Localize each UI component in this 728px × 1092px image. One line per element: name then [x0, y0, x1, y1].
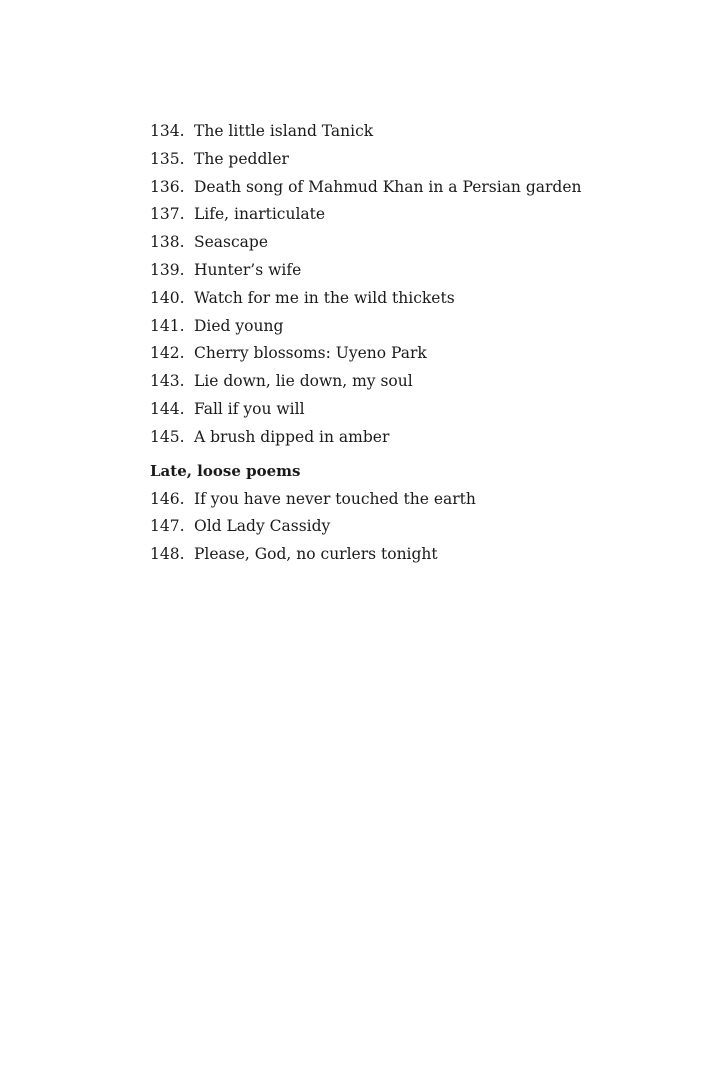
toc-entry [150, 118, 670, 146]
entry-number: 135. [150, 149, 185, 168]
entry-number: 137. [150, 205, 185, 224]
toc-entry [150, 257, 670, 285]
toc-entry [150, 201, 670, 229]
entry-title: Died young [194, 316, 284, 335]
entry-title: Hunter’s wife [194, 260, 302, 279]
table-of-contents [150, 118, 670, 569]
entry-number: 141. [150, 316, 185, 335]
entry-title: The peddler [194, 149, 289, 168]
entry-number: 138. [150, 233, 185, 252]
toc-entry [150, 340, 670, 368]
entry-number: 136. [150, 177, 185, 196]
toc-entry [150, 541, 670, 569]
entry-title: Watch for me in the wild thickets [194, 288, 455, 307]
entry-number: 134. [150, 122, 185, 140]
entry-title: If you have never touched the earth [194, 489, 476, 508]
entry-number: 139. [150, 260, 185, 279]
toc-list-group-2 [150, 486, 670, 569]
toc-entry [150, 424, 670, 452]
entry-number: 144. [150, 399, 185, 418]
toc-list-group-1 [150, 118, 670, 452]
entry-title: Life, inarticulate [194, 205, 326, 224]
entry-title: Fall if you will [194, 399, 305, 418]
toc-entry [150, 313, 670, 341]
toc-entry [150, 174, 670, 202]
entry-title: Old Lady Cassidy [194, 517, 331, 536]
section-heading: Late, loose poems [150, 461, 301, 480]
entry-title: Death song of Mahmud Khan in a Persian garden [194, 177, 582, 196]
toc-entry [150, 285, 670, 313]
entry-number: 140. [150, 288, 185, 307]
entry-title: Cherry blossoms: Uyeno Park [194, 344, 427, 363]
entry-number: 148. [150, 545, 185, 564]
toc-entry [150, 396, 670, 424]
toc-entry [150, 513, 670, 541]
entry-title: Seascape [194, 233, 269, 252]
entry-title: Please, God, no curlers tonight [194, 545, 438, 564]
entry-title: The little island Tanick [194, 122, 374, 140]
entry-title: A brush dipped in amber [194, 427, 390, 446]
entry-number: 146. [150, 489, 185, 508]
entry-number: 143. [150, 372, 185, 391]
entry-number: 145. [150, 427, 185, 446]
entry-number: 142. [150, 344, 185, 363]
toc-entry [150, 486, 670, 514]
entry-number: 147. [150, 517, 185, 536]
entry-title: Lie down, lie down, my soul [194, 372, 413, 391]
toc-entry [150, 229, 670, 257]
toc-entry [150, 368, 670, 396]
toc-entry [150, 146, 670, 174]
